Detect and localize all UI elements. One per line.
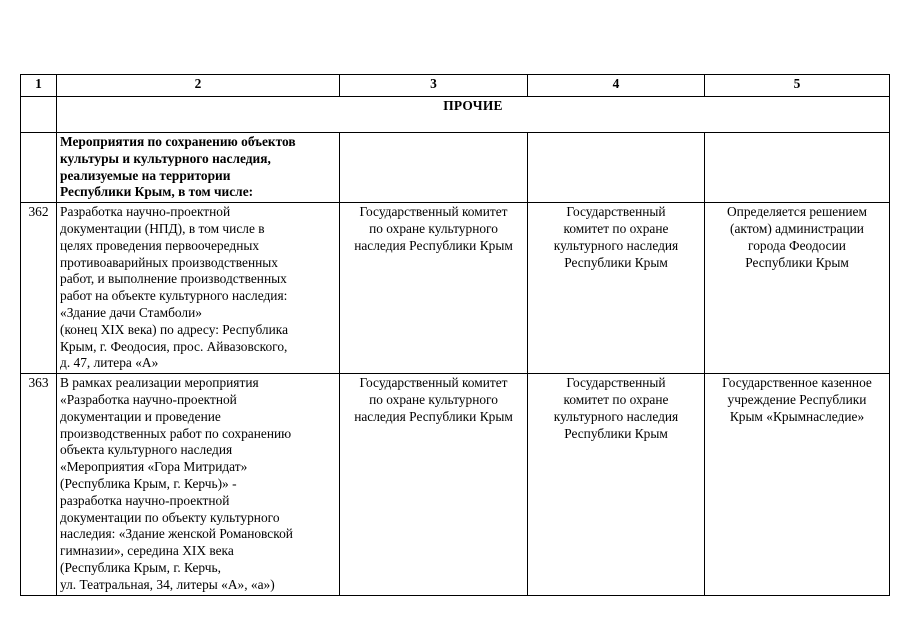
row-index: 362 <box>21 203 57 374</box>
description-line: работ на объекте культурного наследия: <box>60 288 288 304</box>
description-line: документации и проведение <box>60 408 221 424</box>
coordinator-line: культурного наследия <box>553 408 679 424</box>
description-line: наследия: «Здание женской Романовской <box>60 526 293 542</box>
document-table <box>20 74 890 596</box>
header-col-1: 1 <box>21 75 57 97</box>
coordinator-line: культурного наследия <box>553 237 679 253</box>
executor-line: Крым «Крымнаследие» <box>729 408 865 424</box>
description-line: гимназии», середина XIX века <box>60 543 234 559</box>
group-index-cell <box>21 133 57 203</box>
description-line: «Здание дачи Стамболи» <box>60 304 202 320</box>
header-col-2: 2 <box>57 75 340 97</box>
row-responsible <box>340 374 528 595</box>
group-col5-cell <box>705 133 890 203</box>
description-line: ул. Театральная, 34, литеры «А», «а») <box>60 576 275 592</box>
section-title: ПРОЧИЕ <box>57 97 890 133</box>
row-description <box>57 374 340 595</box>
responsible-line: наследия Республики Крым <box>354 408 513 424</box>
row-responsible <box>340 203 528 374</box>
description-line: противоаварийных производственных <box>60 254 278 270</box>
row-coordinator <box>528 374 705 595</box>
header-col-5: 5 <box>705 75 890 97</box>
responsible-line: по охране культурного <box>369 391 498 407</box>
executor-line: города Феодосии <box>748 237 846 253</box>
description-line: Крым, г. Феодосия, прос. Айвазовского, <box>60 338 288 354</box>
responsible-line: Государственный комитет <box>359 375 508 391</box>
group-line: реализуемые на территории <box>60 167 231 183</box>
description-line: д. 47, литера «А» <box>60 355 159 371</box>
executor-line: учреждение Республики <box>727 391 867 407</box>
group-description <box>57 133 340 203</box>
row-index: 363 <box>21 374 57 595</box>
row-executor <box>705 374 890 595</box>
header-col-3: 3 <box>340 75 528 97</box>
row-coordinator <box>528 203 705 374</box>
group-col4-cell <box>528 133 705 203</box>
description-line: (Республика Крым, г. Керчь, <box>60 559 221 575</box>
coordinator-line: Республики Крым <box>564 254 668 270</box>
coordinator-line: Государственный <box>566 375 666 391</box>
description-line: целях проведения первоочередных <box>60 237 260 253</box>
description-line: документации по объекту культурного <box>60 509 280 525</box>
description-line: работ, и выполнение производственных <box>60 271 287 287</box>
description-line: В рамках реализации мероприятия <box>60 375 259 391</box>
header-row <box>21 75 890 97</box>
coordinator-line: Государственный <box>566 204 666 220</box>
executor-line: (актом) администрации <box>730 220 864 236</box>
description-line: (конец XIX века) по адресу: Республика <box>60 321 289 337</box>
row-description <box>57 203 340 374</box>
coordinator-line: комитет по охране <box>563 391 669 407</box>
description-line: разработка научно-проектной <box>60 492 230 508</box>
section-empty-cell <box>21 97 57 133</box>
description-line: производственных работ по сохранению <box>60 425 292 441</box>
description-line: «Мероприятия «Гора Митридат» <box>60 459 248 475</box>
executor-line: Определяется решением <box>727 204 867 220</box>
table-row <box>21 374 890 595</box>
group-row <box>21 133 890 203</box>
group-line: культуры и культурного наследия, <box>60 150 271 166</box>
description-line: «Разработка научно-проектной <box>60 391 237 407</box>
responsible-line: по охране культурного <box>369 220 498 236</box>
executor-line: Государственное казенное <box>722 375 872 391</box>
responsible-line: Государственный комитет <box>359 204 508 220</box>
group-col3-cell <box>340 133 528 203</box>
description-line: объекта культурного наследия <box>60 442 233 458</box>
group-line: Мероприятия по сохранению объектов <box>60 134 296 149</box>
section-row <box>21 97 890 133</box>
row-executor <box>705 203 890 374</box>
header-col-4: 4 <box>528 75 705 97</box>
table-row <box>21 203 890 374</box>
coordinator-line: Республики Крым <box>564 425 668 441</box>
coordinator-line: комитет по охране <box>563 220 669 236</box>
group-line: Республики Крым, в том числе: <box>60 184 254 200</box>
responsible-line: наследия Республики Крым <box>354 237 513 253</box>
description-line: Разработка научно-проектной <box>60 204 231 220</box>
description-line: документации (НПД), в том числе в <box>60 220 265 236</box>
executor-line: Республики Крым <box>745 254 849 270</box>
description-line: (Республика Крым, г. Керчь)» - <box>60 475 237 491</box>
